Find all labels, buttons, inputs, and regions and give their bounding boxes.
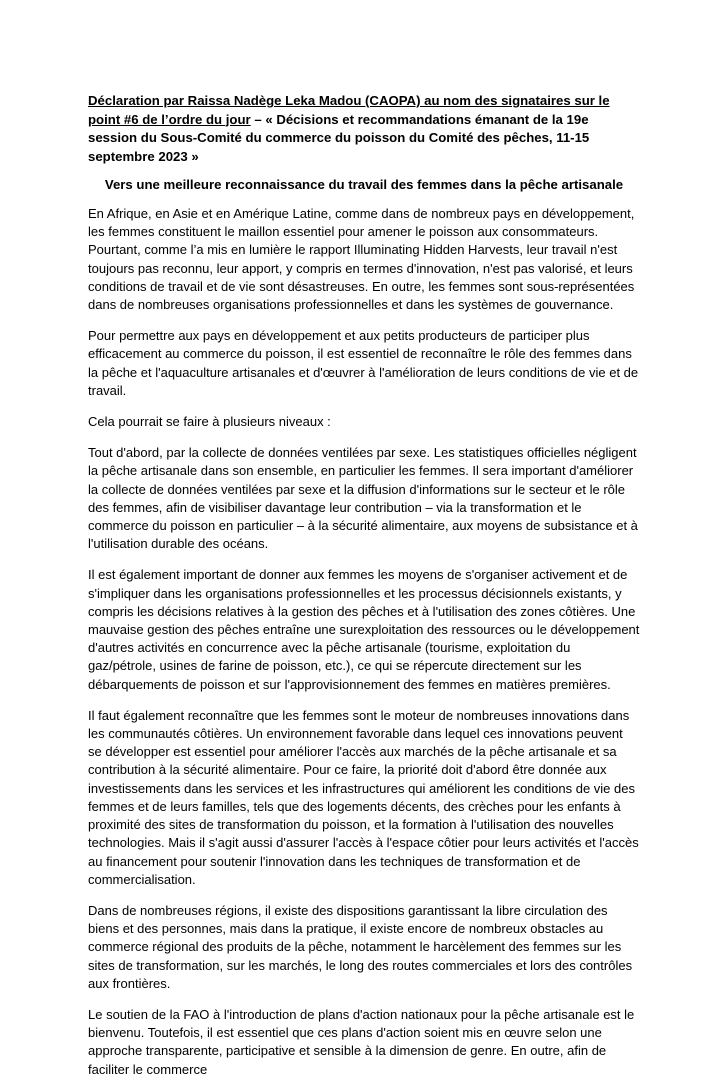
- section-subtitle: Vers une meilleure reconnaissance du travail des femmes dans la pêche artisanale: [104, 177, 624, 192]
- paragraph-trade-obstacles: Dans de nombreuses régions, il existe des dispositions garantissant la libre circulation des biens et des personnes, mais dans la pratique, il existe encore de nombreux obstacles au commerce régional des produits de la pêche, notamment le harcèlement des femmes sur les sites de transformation, sur les marchés, le long des routes commerciales et lors des contrôles aux frontières.: [88, 902, 633, 991]
- paragraph-intro: En Afrique, en Asie et en Amérique Latine, comme dans de nombreux pays en développement, les femmes constituent le maillon essentiel pour amener le poisson aux consommateurs. Pourtant, comme l’a mis en lumière le rapport Illuminating Hidden Harvests, leur travail n'est toujours pas reconnu, leur apport, y compris en termes d'innovation, n'est pas valorisé, et leurs conditions de travail et de vie sont désastreuses. En outre, les femmes sont sous-représentées dans de nombreuses organisations professionnelles et dans les systèmes de gouvernance.: [88, 206, 635, 313]
- document-page: [88, 92, 640, 1092]
- paragraph-participation: Pour permettre aux pays en développement et aux petits producteurs de participer plus efficacement au commerce du poisson, il est essentiel de reconnaître le rôle des femmes dans la pêche et l'aquaculture artisanales et d'œuvrer à l'amélioration de leurs conditions de vie et de travail.: [88, 328, 639, 398]
- paragraph-fao-support: Le soutien de la FAO à l'introduction de plans d'action nationaux pour la pêche artisanale est le bienvenu. Toutefois, il est essentiel que ces plans d'action soient mis en œuvre selon une approche transparente, participative et sensible à la dimension de genre. En outre, afin de faciliter le commerce: [88, 1006, 635, 1077]
- paragraph-innovation: Il faut également reconnaître que les femmes sont le moteur de nombreuses innovations dans les communautés côtières. Un environnement favorable dans lequel ces innovations peuvent se développer est essentiel pour améliorer l'accès aux marchés de la pêche artisanale et sa contribution à la sécurité alimentaire. Pour ce faire, la priorité doit d'abord être donnée aux investissements dans les services et les infrastructures qui améliorent les conditions de vie des femmes et de leurs familles, tels que des logements décents, des crèches pour les enfants à proximité des sites de transformation du poisson, et la formation à l'utilisation des nouvelles technologies. Mais il s'agit aussi d'assurer l'accès à l'espace côtier pour leurs activités et l'accès au financement pour soutenir l'innovation dans les techniques de transformation et de commercialisation.: [88, 707, 639, 887]
- declaration-header-rest: – « Décisions et recommandations émanant de la 19e session du Sous-Comité du commerce du poisson du Comité des pêches, 11-15 septembre 2023 »: [88, 111, 590, 164]
- declaration-header: [88, 92, 640, 166]
- declaration-header-underlined: Déclaration par Raissa Nadège Leka Madou (CAOPA) au nom des signataires sur le point #6 de l’ordre du jour: [88, 93, 610, 127]
- paragraph-organisation: Il est également important de donner aux femmes les moyens de s'organiser activement et de s'impliquer dans les organisations professionnelles et les processus décisionnels existants, y compris les décisions relatives à la gestion des pêches et à l'utilisation des zones côtières. Une mauvaise gestion des pêches entraîne une surexploitation des ressources ou le développement d'autres activités en concurrence avec la pêche artisanale (tourisme, exploitation du gaz/pétrole, usines de farine de poisson, etc.), ce qui se répercute directement sur les débarquements de poisson et sur l'approvisionnement des femmes en matières premières.: [88, 567, 640, 692]
- paragraph-data-collection: Tout d'abord, par la collecte de données ventilées par sexe. Les statistiques officielles négligent la pêche artisanale dans son ensemble, en particulier les femmes. Il sera important d'améliorer la collecte de données ventilées par sexe et la diffusion d'informations sur le secteur et le rôle des femmes, afin de visibiliser davantage leur contribution – via la transformation et le commerce du poisson en particulier – à la sécurité alimentaire, aux moyens de subsistance et à l'utilisation durable des océans.: [88, 445, 638, 552]
- paragraph-levels: Cela pourrait se faire à plusieurs niveaux :: [88, 414, 331, 430]
